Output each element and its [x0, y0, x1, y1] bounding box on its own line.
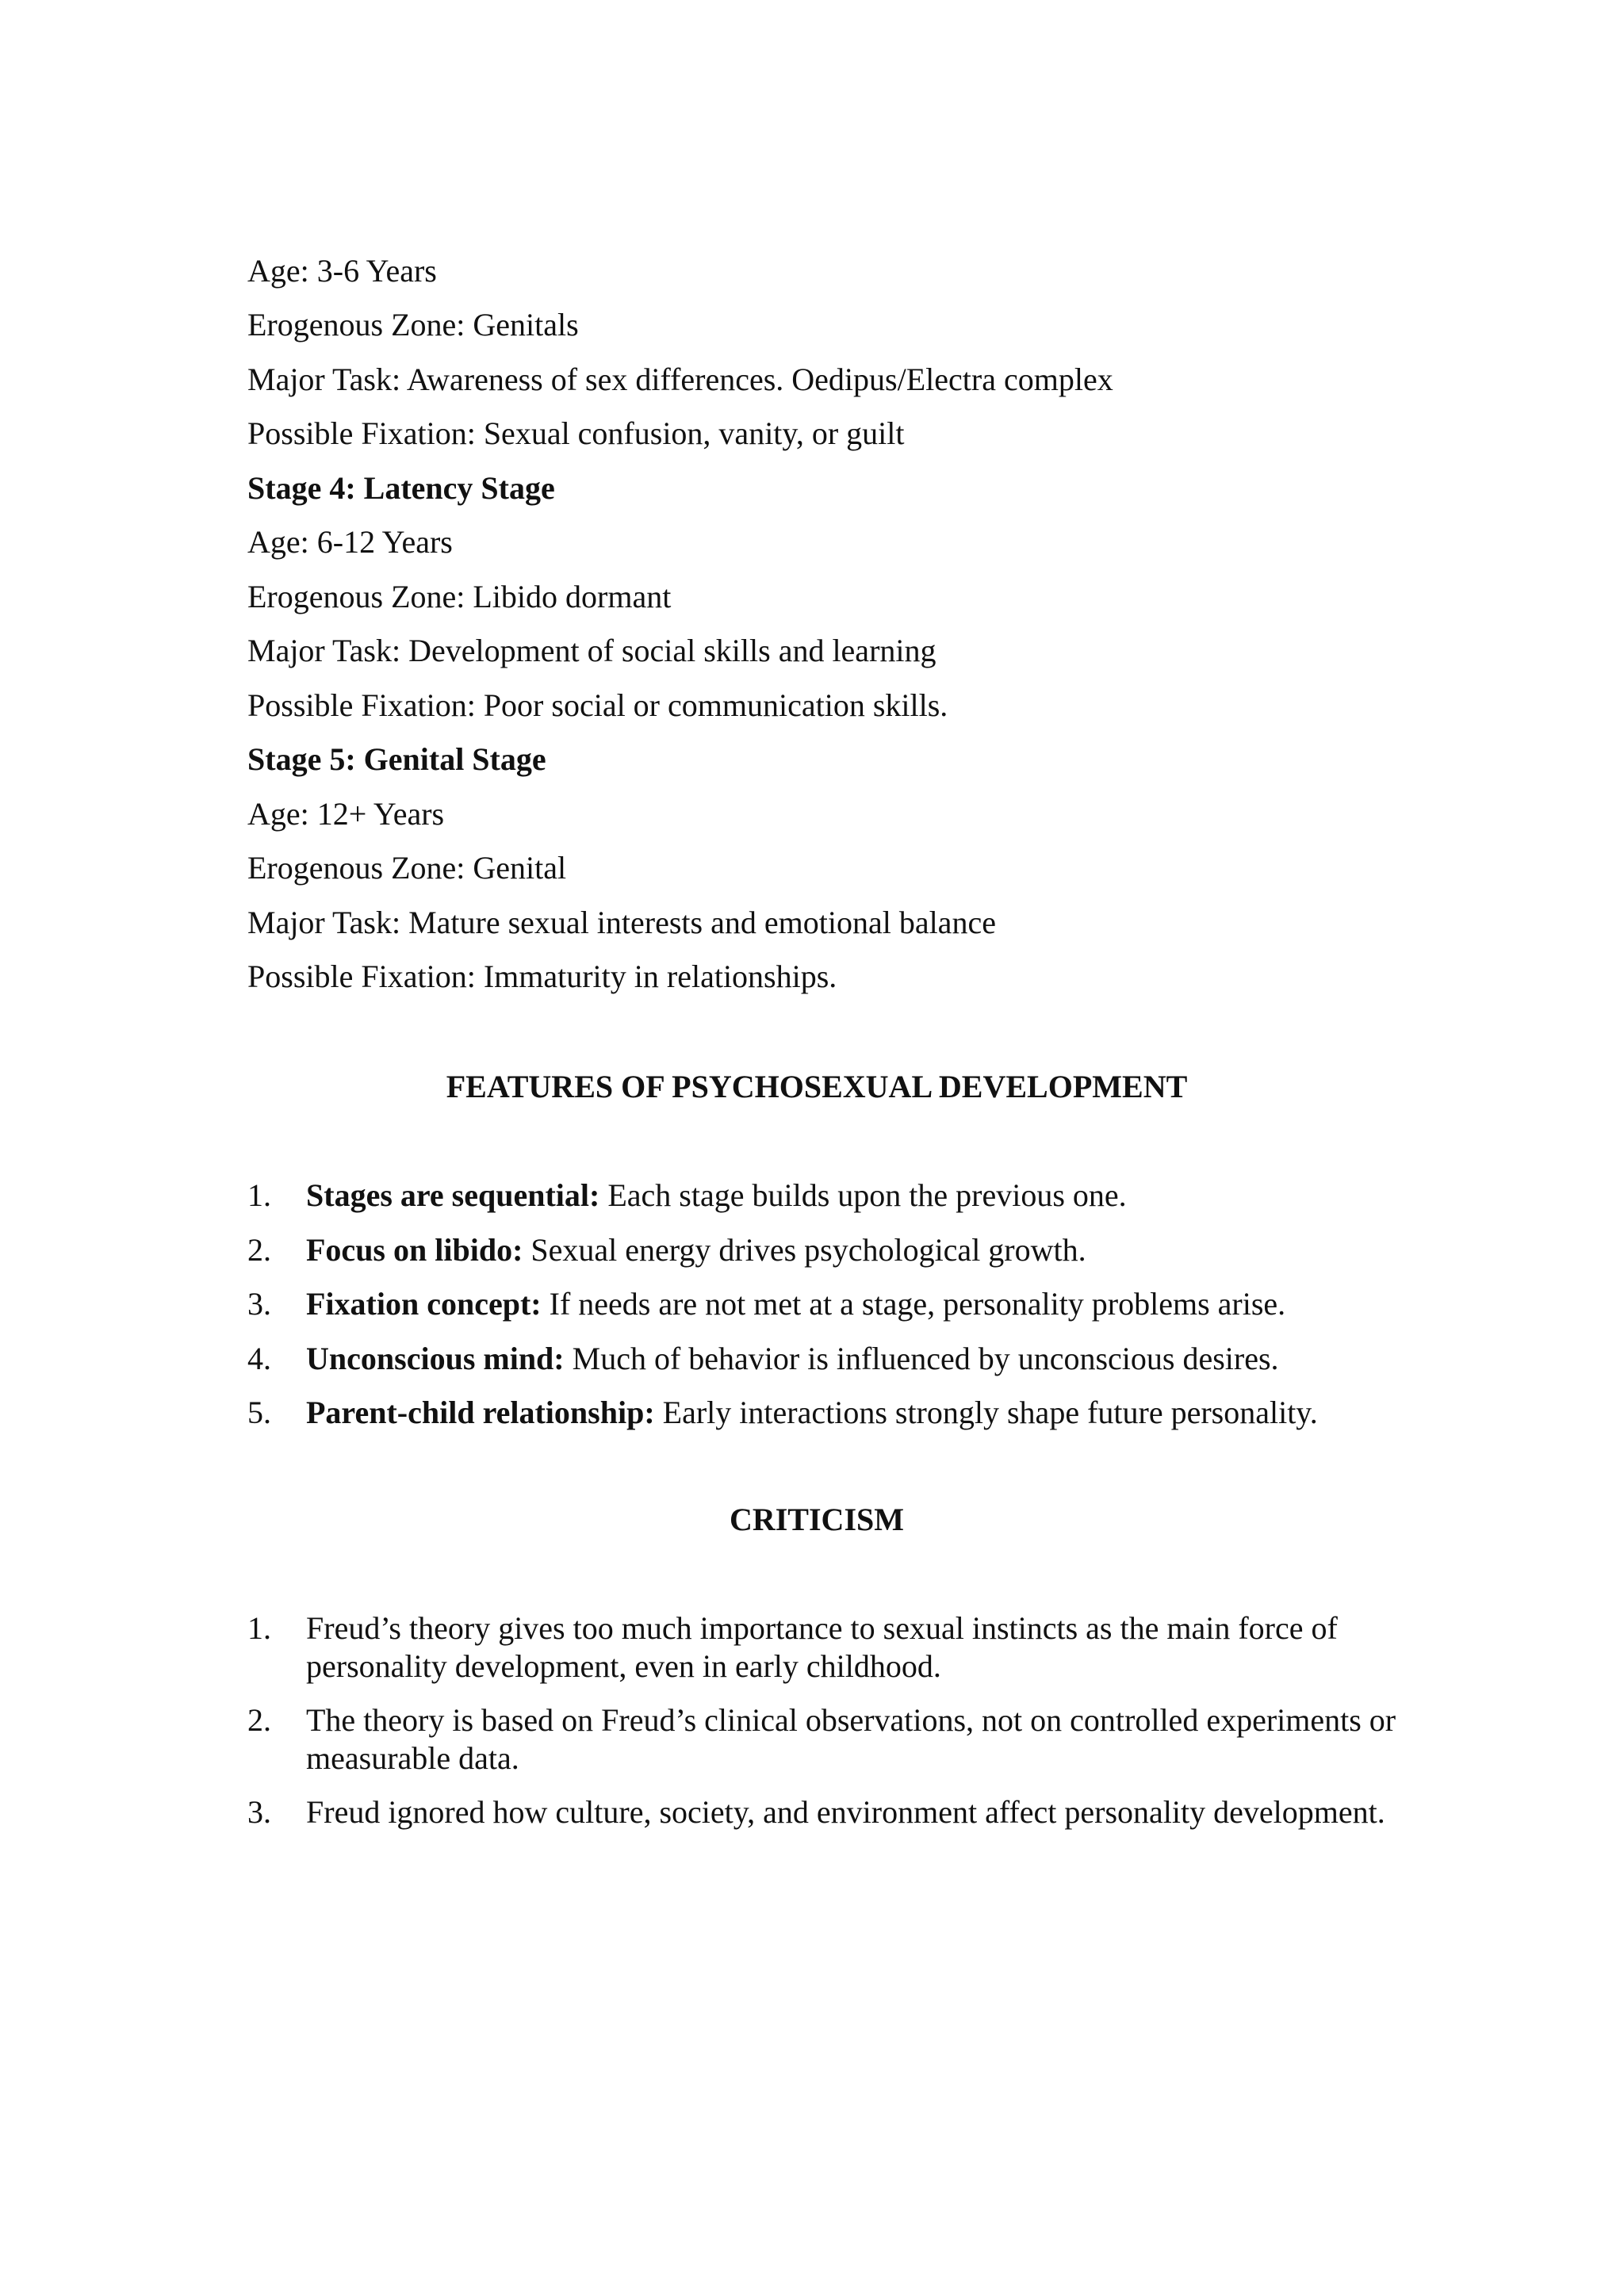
criticism-item: Freud ignored how culture, society, and environment affect personality development.: [306, 1794, 1385, 1830]
feature-number: 1.: [247, 1177, 271, 1213]
feature-text: Much of behavior is influenced by unconscious desires.: [564, 1341, 1279, 1376]
feature-number: 5.: [247, 1395, 271, 1430]
feature-item: [306, 1394, 1318, 1432]
feature-item: [306, 1231, 1086, 1269]
feature-term: Fixation concept:: [306, 1286, 542, 1322]
stage3-age: Age: 3-6 Years: [247, 253, 437, 289]
stage4-fixation: Possible Fixation: Poor social or communication skills.: [247, 687, 948, 723]
criticism-number: 3.: [247, 1794, 271, 1830]
stage3-fixation: Possible Fixation: Sexual confusion, vanity, or guilt: [247, 415, 905, 451]
feature-number: 4.: [247, 1341, 271, 1376]
feature-item: [306, 1285, 1285, 1323]
stage5-heading: Stage 5: Genital Stage: [247, 741, 546, 777]
stage4-zone: Erogenous Zone: Libido dormant: [247, 579, 672, 614]
stage4-heading: Stage 4: Latency Stage: [247, 470, 555, 506]
feature-text: If needs are not met at a stage, personality problems arise.: [541, 1286, 1286, 1322]
feature-text: Early interactions strongly shape future personality.: [654, 1395, 1318, 1430]
stage5-age: Age: 12+ Years: [247, 796, 445, 832]
criticism-item: Freud’s theory gives too much importance to sexual instincts as the main force of personality development, even in early childhood.: [306, 1610, 1338, 1684]
stage5-task: Major Task: Mature sexual interests and emotional balance: [247, 905, 996, 940]
stage4-age: Age: 6-12 Years: [247, 524, 453, 560]
feature-text: Sexual energy drives psychological growth.: [523, 1232, 1086, 1268]
feature-term: Stages are sequential:: [306, 1177, 600, 1213]
feature-number: 3.: [247, 1286, 271, 1322]
criticism-number: 2.: [247, 1702, 271, 1738]
criticism-title: CRITICISM: [729, 1502, 905, 1537]
stage4-task: Major Task: Development of social skills and learning: [247, 633, 936, 668]
feature-term: Parent-child relationship:: [306, 1395, 655, 1430]
feature-term: Unconscious mind:: [306, 1341, 565, 1376]
feature-item: [306, 1340, 1279, 1378]
stage3-zone: Erogenous Zone: Genitals: [247, 307, 579, 342]
criticism-number: 1.: [247, 1610, 271, 1646]
stage5-fixation: Possible Fixation: Immaturity in relationships.: [247, 959, 837, 994]
feature-item: [306, 1177, 1127, 1215]
stage3-task: Major Task: Awareness of sex differences. Oedipus/Electra complex: [247, 362, 1113, 397]
criticism-item: The theory is based on Freud’s clinical observations, not on controlled experiments or measurable data.: [306, 1702, 1396, 1776]
feature-number: 2.: [247, 1232, 271, 1268]
feature-term: Focus on libido:: [306, 1232, 523, 1268]
feature-text: Each stage builds upon the previous one.: [599, 1177, 1127, 1213]
features-title: FEATURES OF PSYCHOSEXUAL DEVELOPMENT: [446, 1069, 1188, 1104]
stage5-zone: Erogenous Zone: Genital: [247, 850, 567, 886]
